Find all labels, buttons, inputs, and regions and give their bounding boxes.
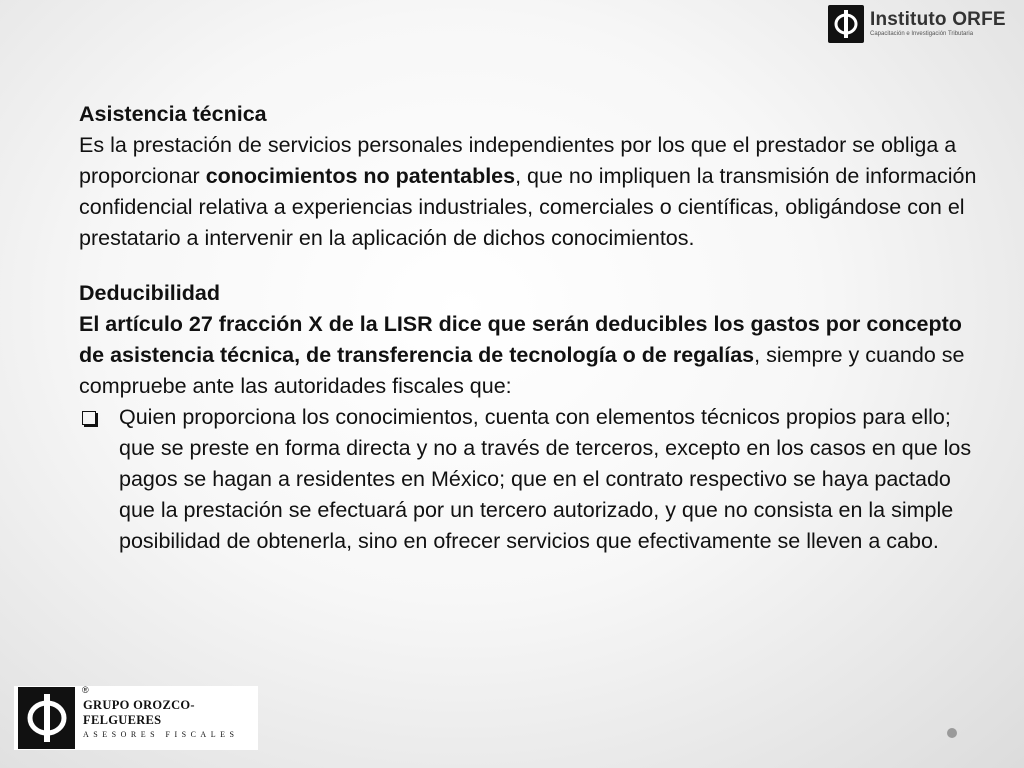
paragraph-deducibilidad	[79, 309, 979, 402]
logo-name: Instituto ORFE	[870, 9, 1006, 30]
grupo-orozco-logo	[14, 686, 258, 750]
paragraph-text-rest: , siempre y cuando se compruebe ante las autoridades fiscales que:	[79, 343, 965, 398]
list-item	[79, 402, 979, 557]
registered-mark: ®	[82, 685, 89, 695]
heading-asistencia: Asistencia técnica	[79, 102, 267, 126]
phi-logo-icon	[18, 685, 89, 749]
phi-logo-icon	[828, 5, 864, 43]
paragraph-bold-text: El artículo 27 fracción X de la LISR dice que serán deducibles los gastos por concepto de asistencia técnica, de transferencia de tecnología o de regalías	[79, 312, 962, 367]
logo-tagline: Capacitación e Investigación Tributaria	[870, 31, 974, 37]
paragraph-bold-text: conocimientos no patentables	[205, 164, 516, 188]
instituto-orfe-logo	[828, 4, 1018, 44]
slide-content	[79, 99, 979, 557]
slide-dot-indicator	[947, 728, 957, 738]
paragraph-text-rest: , que no impliquen la transmisión de información confidencial relativa a experiencias industriales, comerciales o científicas, obligándose con el prestatario a intervenir en la aplicación de dichos conocimientos.	[79, 164, 977, 250]
paragraph-text: Es la prestación de servicios personales independientes por los que el prestador se obliga a proporcionar	[79, 133, 957, 188]
heading-deducibilidad: Deducibilidad	[79, 281, 220, 305]
group-subtitle: ASESORES FISCALES	[83, 729, 239, 739]
paragraph-asistencia	[79, 130, 979, 254]
bullet-text: Quien proporciona los conocimientos, cuenta con elementos técnicos propios para ello; que se preste en forma directa y no a través de terceros, excepto en los casos en que los pagos se hagan a residentes en México; que en el contrato respectivo se haya pactado que la prestación se efectuará por un tercero autorizado, y que no consista en la simple posibilidad de obtenerla, sino en ofrecer servicios que efectivamente se lleven a cabo.	[119, 405, 972, 553]
checkbox-bullet-icon	[82, 411, 96, 425]
group-name: GRUPO OROZCO-FELGUERES	[83, 697, 195, 727]
